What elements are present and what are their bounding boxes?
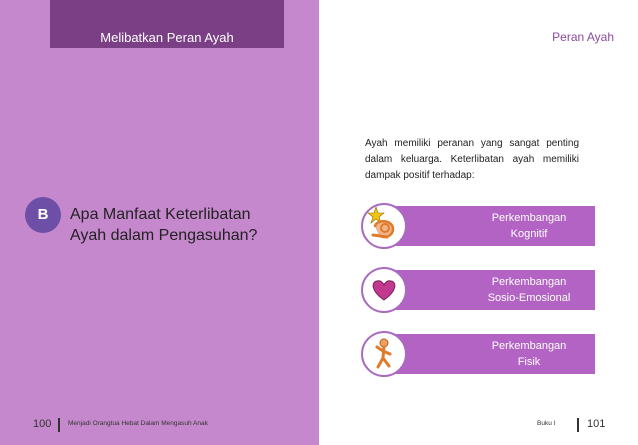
item-socio-emotional-line-2: Sosio-Emosional [487, 292, 571, 304]
item-physical-line-1: Perkembangan [491, 340, 567, 352]
left-header [50, 0, 284, 48]
right-header-title: Peran Ayah [552, 30, 614, 44]
item-physical [383, 334, 595, 374]
item-physical-label [471, 338, 587, 370]
item-physical-line-2: Fisik [517, 356, 541, 368]
footer-book-title: Menjadi Orangtua Hebat Dalam Mengasuh Anak [68, 420, 208, 427]
footer-divider [58, 418, 60, 432]
page-number-left: 100 [33, 418, 52, 430]
item-cognitive-line-1: Perkembangan [491, 212, 567, 224]
right-header [319, 0, 638, 48]
section-title-line-1: Apa Manfaat Keterlibatan [70, 206, 251, 223]
section-badge: B [25, 197, 61, 233]
footer-divider-right [577, 418, 579, 432]
right-page [319, 0, 638, 445]
heart-icon [361, 267, 407, 313]
section-title-line-2: Ayah dalam Pengasuhan? [70, 227, 258, 244]
item-cognitive-line-2: Kognitif [510, 228, 548, 240]
item-socio-emotional [383, 270, 595, 310]
page-number-right: 101 [587, 418, 606, 430]
footer-book-label: Buku I [537, 420, 556, 427]
item-socio-emotional-label [471, 274, 587, 306]
intro-paragraph: Ayah memiliki peranan yang sangat penting dalam keluarga. Keterlibatan ayah memiliki dampak positif terhadap: [365, 138, 579, 181]
star-child-icon [361, 203, 407, 249]
item-socio-emotional-line-1: Perkembangan [491, 276, 567, 288]
running-child-icon [361, 331, 407, 377]
section-title [70, 204, 310, 246]
item-cognitive [383, 206, 595, 246]
item-cognitive-label [471, 210, 587, 242]
left-header-title: Melibatkan Peran Ayah [100, 30, 234, 45]
